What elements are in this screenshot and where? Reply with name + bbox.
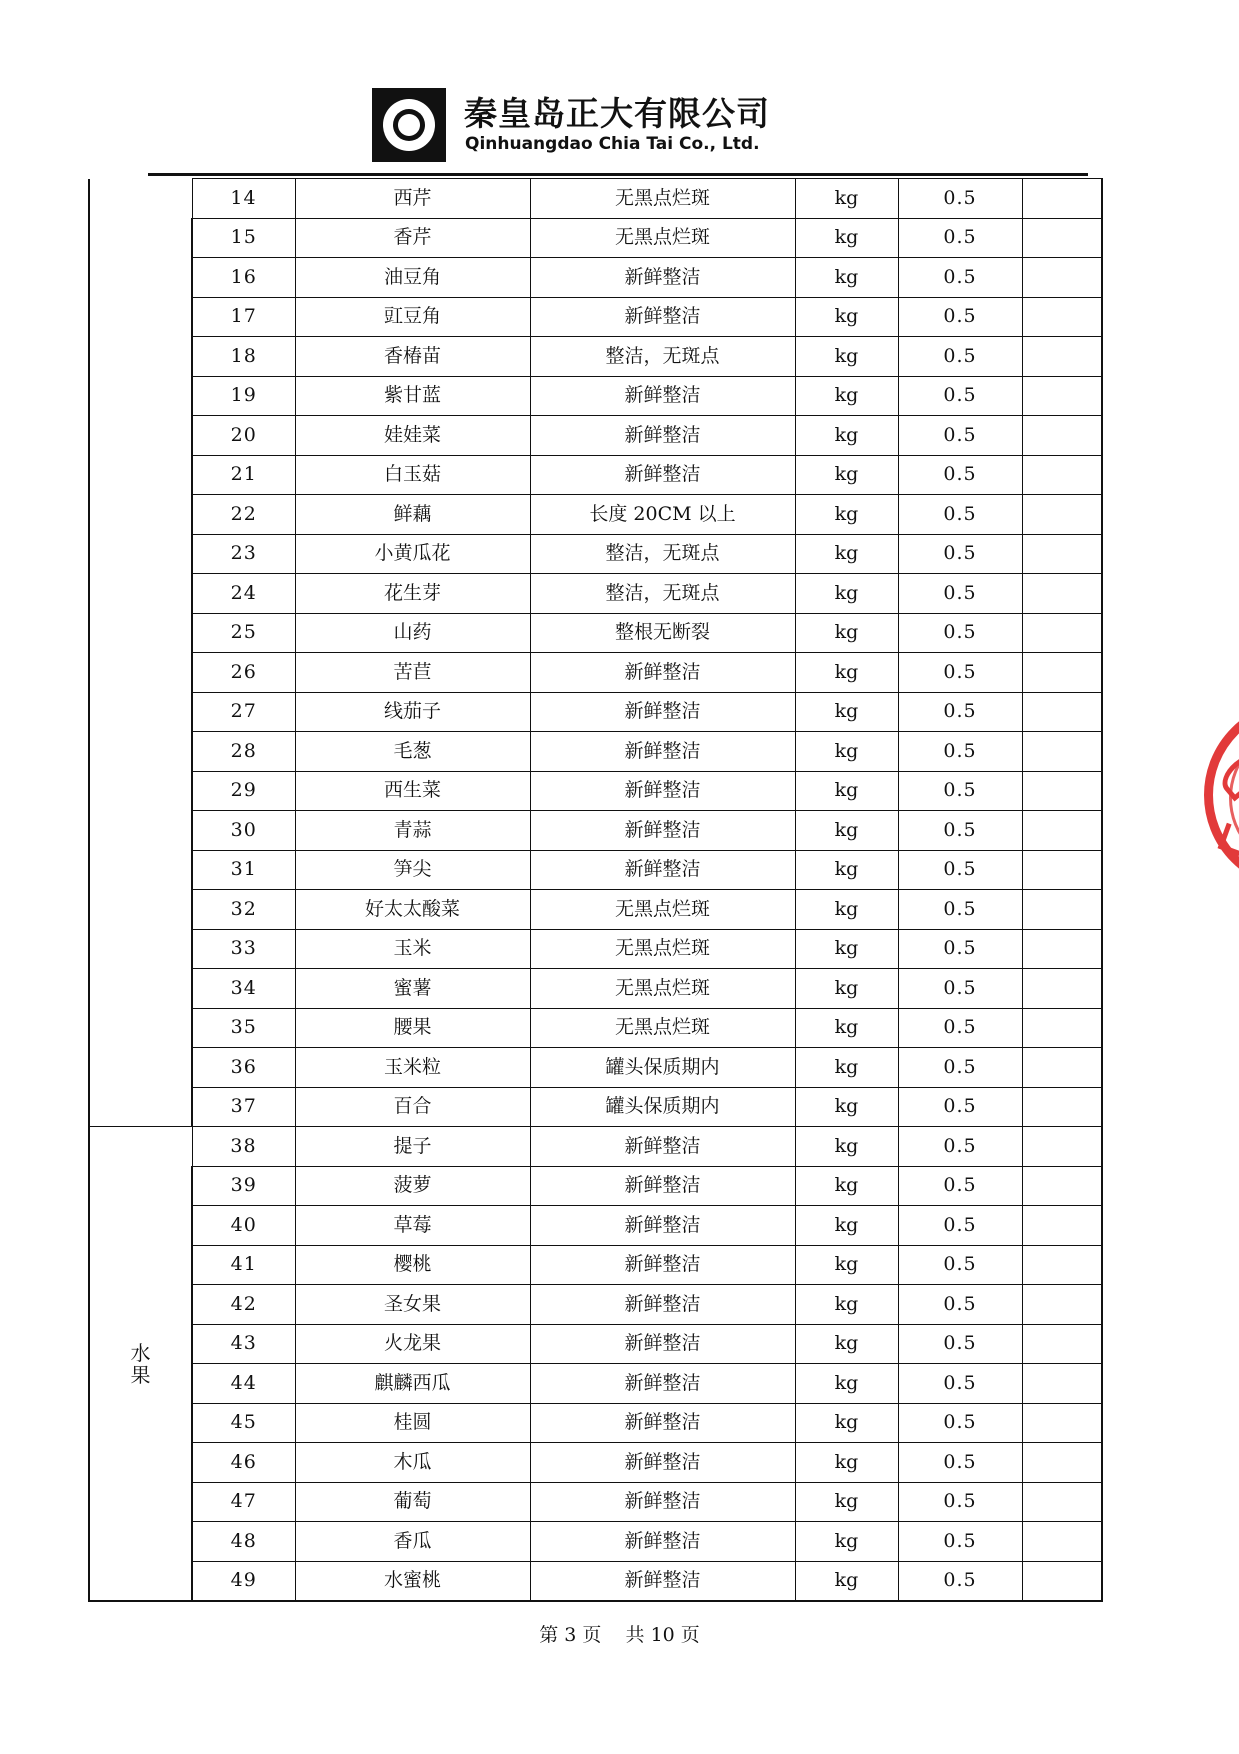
item-name-cell: 桂圆 — [295, 1403, 530, 1443]
item-name-cell: 西生菜 — [295, 771, 530, 811]
item-unit-cell: kg — [795, 1166, 898, 1206]
item-remark-cell — [1022, 1482, 1102, 1522]
item-name-cell: 笋尖 — [295, 850, 530, 890]
item-unit-cell: kg — [795, 1127, 898, 1167]
item-unit-cell: kg — [795, 1482, 898, 1522]
item-name-cell: 香芹 — [295, 218, 530, 258]
item-remark-cell — [1022, 929, 1102, 969]
item-name-cell: 火龙果 — [295, 1324, 530, 1364]
item-qty-cell: 0.5 — [898, 1522, 1022, 1562]
item-remark-cell — [1022, 1245, 1102, 1285]
item-remark-cell — [1022, 179, 1102, 219]
item-remark-cell — [1022, 495, 1102, 535]
item-unit-cell: kg — [795, 1403, 898, 1443]
item-name-cell: 西芹 — [295, 179, 530, 219]
item-unit-cell: kg — [795, 1285, 898, 1325]
item-name-cell: 玉米粒 — [295, 1048, 530, 1088]
item-standard-cell: 整洁，无斑点 — [530, 337, 795, 377]
item-qty-cell: 0.5 — [898, 1008, 1022, 1048]
table-row — [89, 1443, 1102, 1483]
item-qty-cell: 0.5 — [898, 1443, 1022, 1483]
item-standard-cell: 无黑点烂斑 — [530, 890, 795, 930]
company-name-cn: 秦皇岛正大有限公司 — [464, 94, 770, 133]
item-unit-cell: kg — [795, 1206, 898, 1246]
page-number: 第 3 页 共 10 页 — [539, 1624, 700, 1646]
category-label: 水果 — [130, 1340, 151, 1387]
item-standard-cell: 新鲜整洁 — [530, 1403, 795, 1443]
item-standard-cell: 新鲜整洁 — [530, 455, 795, 495]
item-name-cell: 腰果 — [295, 1008, 530, 1048]
table-row — [89, 1522, 1102, 1562]
item-qty-cell: 0.5 — [898, 613, 1022, 653]
item-standard-cell: 新鲜整洁 — [530, 1285, 795, 1325]
item-qty-cell: 0.5 — [898, 297, 1022, 337]
company-header — [372, 88, 792, 166]
table-row — [89, 1166, 1102, 1206]
item-remark-cell — [1022, 416, 1102, 456]
item-qty-cell: 0.5 — [898, 929, 1022, 969]
item-number-cell: 26 — [192, 653, 295, 693]
item-remark-cell — [1022, 850, 1102, 890]
item-standard-cell: 整洁，无斑点 — [530, 534, 795, 574]
item-name-cell: 草莓 — [295, 1206, 530, 1246]
item-qty-cell: 0.5 — [898, 534, 1022, 574]
item-number-cell: 25 — [192, 613, 295, 653]
item-standard-cell: 新鲜整洁 — [530, 1245, 795, 1285]
item-qty-cell: 0.5 — [898, 1403, 1022, 1443]
item-number-cell: 30 — [192, 811, 295, 851]
item-number-cell: 43 — [192, 1324, 295, 1364]
table-row — [89, 771, 1102, 811]
item-number-cell: 31 — [192, 850, 295, 890]
item-standard-cell: 无黑点烂斑 — [530, 969, 795, 1009]
item-name-cell: 樱桃 — [295, 1245, 530, 1285]
item-number-cell: 41 — [192, 1245, 295, 1285]
item-standard-cell: 新鲜整洁 — [530, 1522, 795, 1562]
item-remark-cell — [1022, 811, 1102, 851]
table-row — [89, 218, 1102, 258]
item-standard-cell: 新鲜整洁 — [530, 416, 795, 456]
item-unit-cell: kg — [795, 495, 898, 535]
item-remark-cell — [1022, 1324, 1102, 1364]
item-standard-cell: 长度 20CM 以上 — [530, 495, 795, 535]
item-standard-cell: 无黑点烂斑 — [530, 218, 795, 258]
table-row — [89, 574, 1102, 614]
item-qty-cell: 0.5 — [898, 811, 1022, 851]
table-row — [89, 692, 1102, 732]
item-number-cell: 48 — [192, 1522, 295, 1562]
item-remark-cell — [1022, 1048, 1102, 1088]
item-number-cell: 24 — [192, 574, 295, 614]
table-row — [89, 179, 1102, 219]
item-unit-cell: kg — [795, 929, 898, 969]
item-qty-cell: 0.5 — [898, 1048, 1022, 1088]
table-row — [89, 1245, 1102, 1285]
item-number-cell: 47 — [192, 1482, 295, 1522]
category-cell-vegetable — [89, 179, 192, 1127]
item-unit-cell: kg — [795, 337, 898, 377]
item-number-cell: 49 — [192, 1561, 295, 1601]
item-name-cell: 白玉菇 — [295, 455, 530, 495]
item-unit-cell: kg — [795, 416, 898, 456]
item-standard-cell: 新鲜整洁 — [530, 258, 795, 298]
item-remark-cell — [1022, 1522, 1102, 1562]
item-qty-cell: 0.5 — [898, 1087, 1022, 1127]
item-number-cell: 17 — [192, 297, 295, 337]
item-qty-cell: 0.5 — [898, 850, 1022, 890]
table-row — [89, 455, 1102, 495]
table-row — [89, 258, 1102, 298]
item-unit-cell: kg — [795, 455, 898, 495]
items-table-body — [89, 179, 1102, 1602]
item-qty-cell: 0.5 — [898, 692, 1022, 732]
item-standard-cell: 新鲜整洁 — [530, 1364, 795, 1404]
item-unit-cell: kg — [795, 890, 898, 930]
item-standard-cell: 新鲜整洁 — [530, 771, 795, 811]
item-name-cell: 蜜薯 — [295, 969, 530, 1009]
item-qty-cell: 0.5 — [898, 376, 1022, 416]
item-number-cell: 45 — [192, 1403, 295, 1443]
item-standard-cell: 新鲜整洁 — [530, 653, 795, 693]
table-row — [89, 929, 1102, 969]
item-unit-cell: kg — [795, 1561, 898, 1601]
item-remark-cell — [1022, 1285, 1102, 1325]
item-qty-cell: 0.5 — [898, 1561, 1022, 1601]
item-name-cell: 百合 — [295, 1087, 530, 1127]
header-divider — [148, 173, 1088, 176]
table-row — [89, 613, 1102, 653]
seal-mark — [1215, 746, 1239, 801]
item-name-cell: 油豆角 — [295, 258, 530, 298]
item-remark-cell — [1022, 1087, 1102, 1127]
item-remark-cell — [1022, 890, 1102, 930]
item-remark-cell — [1022, 534, 1102, 574]
item-standard-cell: 新鲜整洁 — [530, 1324, 795, 1364]
item-number-cell: 32 — [192, 890, 295, 930]
item-number-cell: 39 — [192, 1166, 295, 1206]
item-remark-cell — [1022, 1166, 1102, 1206]
item-qty-cell: 0.5 — [898, 1324, 1022, 1364]
item-unit-cell: kg — [795, 297, 898, 337]
item-standard-cell: 新鲜整洁 — [530, 1206, 795, 1246]
table-row — [89, 416, 1102, 456]
item-remark-cell — [1022, 258, 1102, 298]
item-name-cell: 葡萄 — [295, 1482, 530, 1522]
item-name-cell: 玉米 — [295, 929, 530, 969]
item-qty-cell: 0.5 — [898, 1482, 1022, 1522]
item-unit-cell: kg — [795, 771, 898, 811]
item-remark-cell — [1022, 297, 1102, 337]
item-unit-cell: kg — [795, 1087, 898, 1127]
item-standard-cell: 新鲜整洁 — [530, 811, 795, 851]
item-number-cell: 28 — [192, 732, 295, 772]
item-qty-cell: 0.5 — [898, 1166, 1022, 1206]
item-number-cell: 40 — [192, 1206, 295, 1246]
item-name-cell: 圣女果 — [295, 1285, 530, 1325]
item-number-cell: 16 — [192, 258, 295, 298]
item-remark-cell — [1022, 376, 1102, 416]
item-standard-cell: 新鲜整洁 — [530, 692, 795, 732]
item-qty-cell: 0.5 — [898, 1245, 1022, 1285]
table-row — [89, 1364, 1102, 1404]
item-standard-cell: 新鲜整洁 — [530, 1166, 795, 1206]
item-number-cell: 20 — [192, 416, 295, 456]
item-unit-cell: kg — [795, 653, 898, 693]
item-unit-cell: kg — [795, 1048, 898, 1088]
item-number-cell: 27 — [192, 692, 295, 732]
item-remark-cell — [1022, 455, 1102, 495]
table-row — [89, 1403, 1102, 1443]
item-number-cell: 36 — [192, 1048, 295, 1088]
item-unit-cell: kg — [795, 1443, 898, 1483]
item-unit-cell: kg — [795, 969, 898, 1009]
item-remark-cell — [1022, 337, 1102, 377]
item-standard-cell: 无黑点烂斑 — [530, 929, 795, 969]
item-name-cell: 木瓜 — [295, 1443, 530, 1483]
item-number-cell: 22 — [192, 495, 295, 535]
item-standard-cell: 新鲜整洁 — [530, 297, 795, 337]
table-row — [89, 495, 1102, 535]
item-standard-cell: 新鲜整洁 — [530, 850, 795, 890]
item-qty-cell: 0.5 — [898, 218, 1022, 258]
item-name-cell: 紫甘蓝 — [295, 376, 530, 416]
item-standard-cell: 罐头保质期内 — [530, 1087, 795, 1127]
item-name-cell: 香椿苗 — [295, 337, 530, 377]
item-qty-cell: 0.5 — [898, 495, 1022, 535]
item-name-cell: 苦苣 — [295, 653, 530, 693]
item-name-cell: 提子 — [295, 1127, 530, 1167]
item-standard-cell: 罐头保质期内 — [530, 1048, 795, 1088]
table-row — [89, 850, 1102, 890]
table-row — [89, 1482, 1102, 1522]
item-number-cell: 37 — [192, 1087, 295, 1127]
item-name-cell: 菠萝 — [295, 1166, 530, 1206]
item-name-cell: 青蒜 — [295, 811, 530, 851]
item-standard-cell: 新鲜整洁 — [530, 376, 795, 416]
table-row — [89, 811, 1102, 851]
item-remark-cell — [1022, 1561, 1102, 1601]
item-name-cell: 香瓜 — [295, 1522, 530, 1562]
item-remark-cell — [1022, 1364, 1102, 1404]
item-number-cell: 14 — [192, 179, 295, 219]
item-unit-cell: kg — [795, 732, 898, 772]
item-name-cell: 山药 — [295, 613, 530, 653]
item-number-cell: 34 — [192, 969, 295, 1009]
item-unit-cell: kg — [795, 376, 898, 416]
table-row — [89, 969, 1102, 1009]
item-unit-cell: kg — [795, 179, 898, 219]
company-logo — [372, 88, 446, 162]
item-remark-cell — [1022, 732, 1102, 772]
item-qty-cell: 0.5 — [898, 732, 1022, 772]
item-number-cell: 42 — [192, 1285, 295, 1325]
item-number-cell: 18 — [192, 337, 295, 377]
item-unit-cell: kg — [795, 574, 898, 614]
company-name-en: Qinhuangdao Chia Tai Co., Ltd. — [465, 134, 760, 154]
table-row — [89, 376, 1102, 416]
item-remark-cell — [1022, 692, 1102, 732]
item-qty-cell: 0.5 — [898, 890, 1022, 930]
table-row — [89, 534, 1102, 574]
logo-ring-core — [398, 114, 420, 136]
item-unit-cell: kg — [795, 811, 898, 851]
item-qty-cell: 0.5 — [898, 337, 1022, 377]
item-qty-cell: 0.5 — [898, 416, 1022, 456]
item-number-cell: 46 — [192, 1443, 295, 1483]
item-remark-cell — [1022, 1127, 1102, 1167]
item-unit-cell: kg — [795, 1245, 898, 1285]
item-unit-cell: kg — [795, 534, 898, 574]
item-number-cell: 33 — [192, 929, 295, 969]
item-qty-cell: 0.5 — [898, 1127, 1022, 1167]
item-remark-cell — [1022, 574, 1102, 614]
item-number-cell: 19 — [192, 376, 295, 416]
item-unit-cell: kg — [795, 1364, 898, 1404]
item-qty-cell: 0.5 — [898, 179, 1022, 219]
item-standard-cell: 新鲜整洁 — [530, 1561, 795, 1601]
item-qty-cell: 0.5 — [898, 969, 1022, 1009]
item-qty-cell: 0.5 — [898, 771, 1022, 811]
table-row — [89, 337, 1102, 377]
item-remark-cell — [1022, 1008, 1102, 1048]
item-standard-cell: 新鲜整洁 — [530, 1482, 795, 1522]
item-remark-cell — [1022, 969, 1102, 1009]
category-cell-fruit — [89, 1127, 192, 1602]
table-row — [89, 1008, 1102, 1048]
item-standard-cell: 整洁，无斑点 — [530, 574, 795, 614]
item-number-cell: 38 — [192, 1127, 295, 1167]
seal-mark — [1218, 823, 1239, 862]
table-row — [89, 1048, 1102, 1088]
item-name-cell: 好太太酸菜 — [295, 890, 530, 930]
table-row — [89, 1087, 1102, 1127]
table-row — [89, 1127, 1102, 1167]
item-number-cell: 29 — [192, 771, 295, 811]
item-unit-cell: kg — [795, 1522, 898, 1562]
item-unit-cell: kg — [795, 1008, 898, 1048]
item-qty-cell: 0.5 — [898, 455, 1022, 495]
table-row — [89, 890, 1102, 930]
item-number-cell: 44 — [192, 1364, 295, 1404]
item-name-cell: 毛葱 — [295, 732, 530, 772]
table-row — [89, 1324, 1102, 1364]
item-unit-cell: kg — [795, 692, 898, 732]
item-name-cell: 小黄瓜花 — [295, 534, 530, 574]
item-remark-cell — [1022, 1443, 1102, 1483]
item-number-cell: 23 — [192, 534, 295, 574]
item-name-cell: 豇豆角 — [295, 297, 530, 337]
item-qty-cell: 0.5 — [898, 574, 1022, 614]
item-qty-cell: 0.5 — [898, 258, 1022, 298]
item-unit-cell: kg — [795, 258, 898, 298]
item-name-cell: 水蜜桃 — [295, 1561, 530, 1601]
item-qty-cell: 0.5 — [898, 653, 1022, 693]
item-unit-cell: kg — [795, 1324, 898, 1364]
table-row — [89, 732, 1102, 772]
red-seal-stamp — [1204, 700, 1239, 890]
items-table — [88, 178, 1103, 1602]
item-name-cell: 鲜藕 — [295, 495, 530, 535]
table-row — [89, 297, 1102, 337]
item-unit-cell: kg — [795, 218, 898, 258]
item-name-cell: 麒麟西瓜 — [295, 1364, 530, 1404]
item-number-cell: 35 — [192, 1008, 295, 1048]
item-remark-cell — [1022, 218, 1102, 258]
item-remark-cell — [1022, 1403, 1102, 1443]
item-name-cell: 娃娃菜 — [295, 416, 530, 456]
item-remark-cell — [1022, 653, 1102, 693]
item-qty-cell: 0.5 — [898, 1285, 1022, 1325]
item-name-cell: 线茄子 — [295, 692, 530, 732]
item-unit-cell: kg — [795, 850, 898, 890]
item-number-cell: 15 — [192, 218, 295, 258]
table-row — [89, 653, 1102, 693]
item-standard-cell: 新鲜整洁 — [530, 1443, 795, 1483]
item-name-cell: 花生芽 — [295, 574, 530, 614]
item-number-cell: 21 — [192, 455, 295, 495]
item-qty-cell: 0.5 — [898, 1206, 1022, 1246]
table-row — [89, 1285, 1102, 1325]
item-standard-cell: 新鲜整洁 — [530, 732, 795, 772]
item-remark-cell — [1022, 613, 1102, 653]
item-standard-cell: 新鲜整洁 — [530, 1127, 795, 1167]
item-standard-cell: 无黑点烂斑 — [530, 179, 795, 219]
table-row — [89, 1206, 1102, 1246]
table-row — [89, 1561, 1102, 1601]
item-standard-cell: 整根无断裂 — [530, 613, 795, 653]
item-qty-cell: 0.5 — [898, 1364, 1022, 1404]
item-standard-cell: 无黑点烂斑 — [530, 1008, 795, 1048]
item-unit-cell: kg — [795, 613, 898, 653]
item-remark-cell — [1022, 771, 1102, 811]
item-remark-cell — [1022, 1206, 1102, 1246]
